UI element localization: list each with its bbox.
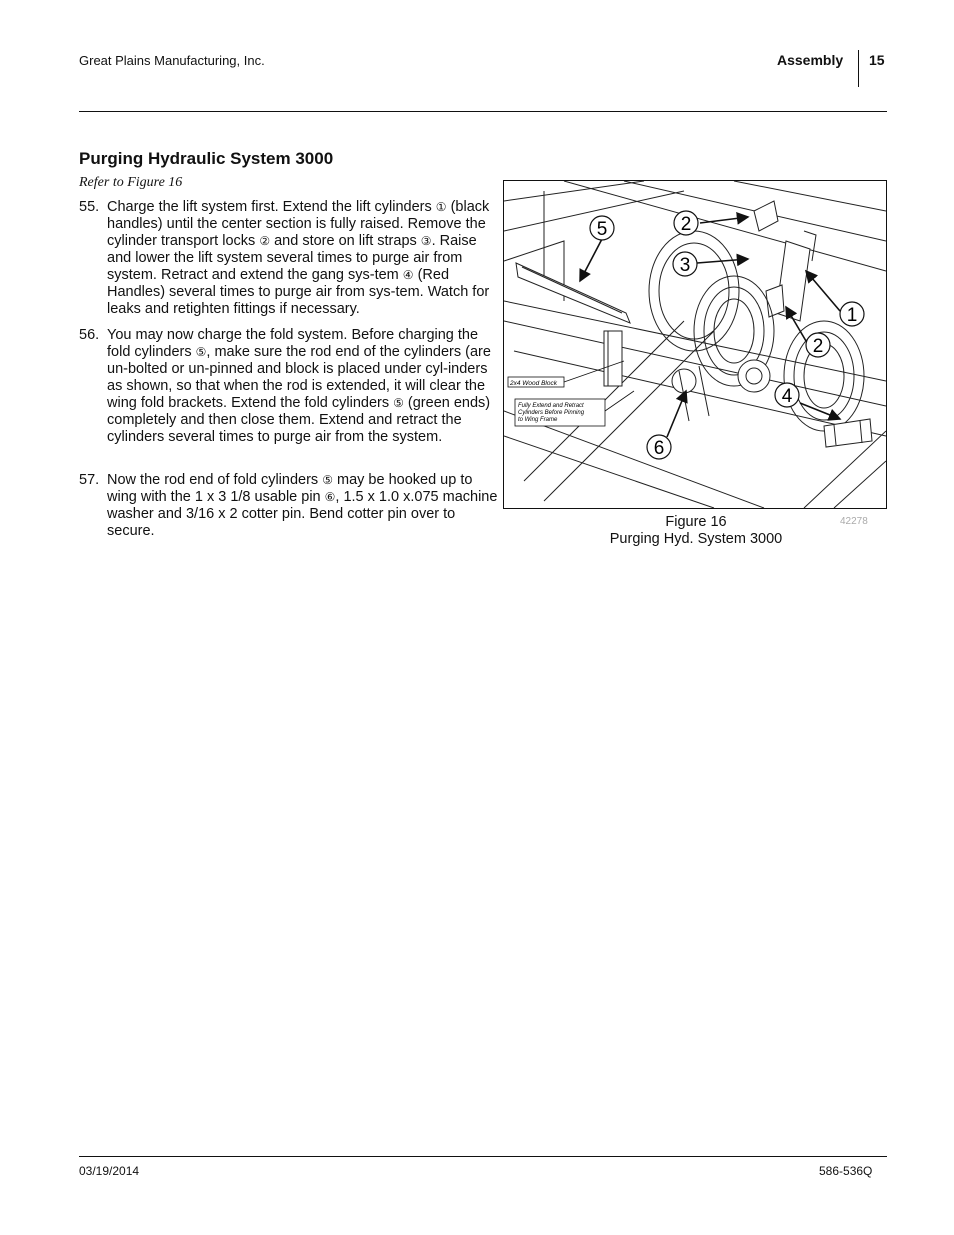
callout-6-ref: ⑥ — [324, 490, 336, 504]
footer-date: 03/19/2014 — [79, 1164, 140, 1178]
callout-1-ref: ① — [435, 200, 447, 214]
section-title: Purging Hydraulic System 3000 — [79, 149, 334, 168]
footer-rule — [79, 1156, 887, 1157]
header-divider — [858, 50, 859, 87]
step-text: Charge the lift system first. Extend the lift cylinders ① (black handles) until the center section is fully raised. Remove the cylinder transport locks ② and store on lift straps ③. Raise and lower the lift system several times to purge air from system. Retract and extend the gang sys-tem ④ (Red Handles) several times to purge air from sys-tem. Watch for leaks and retighten fittings if necessary. — [107, 199, 490, 317]
callout-3: 3 — [679, 255, 691, 276]
callout-4: 4 — [781, 386, 793, 407]
extend-note-line-3: to Wing Frame — [518, 417, 558, 423]
section-name: Assembly — [777, 52, 844, 68]
step-text: Now the rod end of fold cylinders ⑤ may be hooked up to wing with the 1 x 3 1/8 usable pin ⑥, 1.5 x 1.0 x.075 machine washer and 3/16 x 2 cotter pin. Bend cotter pin over to secure. — [107, 472, 498, 539]
callout-2b: 2 — [812, 336, 824, 357]
extend-note-line-1: Fully Extend and Retract — [518, 403, 584, 409]
callout-2: 2 — [680, 214, 692, 235]
callout-5: 5 — [596, 219, 608, 240]
step-55 — [79, 199, 504, 318]
callout-6: 6 — [653, 438, 665, 459]
figure-id: 42278 — [840, 516, 868, 527]
header-rule — [79, 111, 887, 112]
figure-drawing — [504, 181, 886, 508]
step-number: 57. — [79, 472, 100, 488]
wood-block-note: 2x4 Wood Block — [510, 380, 557, 387]
callout-5-ref: ⑤ — [393, 396, 404, 410]
step-57 — [79, 472, 504, 540]
company-name: Great Plains Manufacturing, Inc. — [79, 53, 265, 68]
callout-5-ref: ⑤ — [322, 473, 333, 487]
document-number: 586-536Q — [819, 1164, 873, 1178]
callout-4-ref: ④ — [402, 268, 414, 282]
hydraulic-system-figure — [503, 180, 887, 509]
callout-2-ref: ② — [259, 234, 271, 248]
page-number: 15 — [869, 52, 885, 68]
step-56 — [79, 327, 504, 446]
step-text: You may now charge the fold system. Before charging the fold cylinders ⑤, make sure the rod end of the cylinders (are un-bolted or un-pinned and block is placed under cyl-inders as shown, so that when the rod is extended, it will clear the wing fold brackets. Extend the fold cylinders ⑤ (green ends) completely and then close them. Extend and retract the cylinders several times to purge air from the system. — [107, 327, 491, 445]
figure-number: Figure 16 — [665, 514, 727, 530]
callout-1: 1 — [846, 305, 858, 326]
step-number: 55. — [79, 199, 100, 215]
figure-caption: Purging Hyd. System 3000 — [609, 531, 783, 547]
callout-3-ref: ③ — [420, 234, 432, 248]
extend-note-line-2: Cylinders Before Pinning — [518, 410, 585, 416]
callout-5-ref: ⑤ — [195, 345, 207, 359]
step-number: 56. — [79, 327, 100, 343]
figure-reference: Refer to Figure 16 — [79, 175, 183, 190]
